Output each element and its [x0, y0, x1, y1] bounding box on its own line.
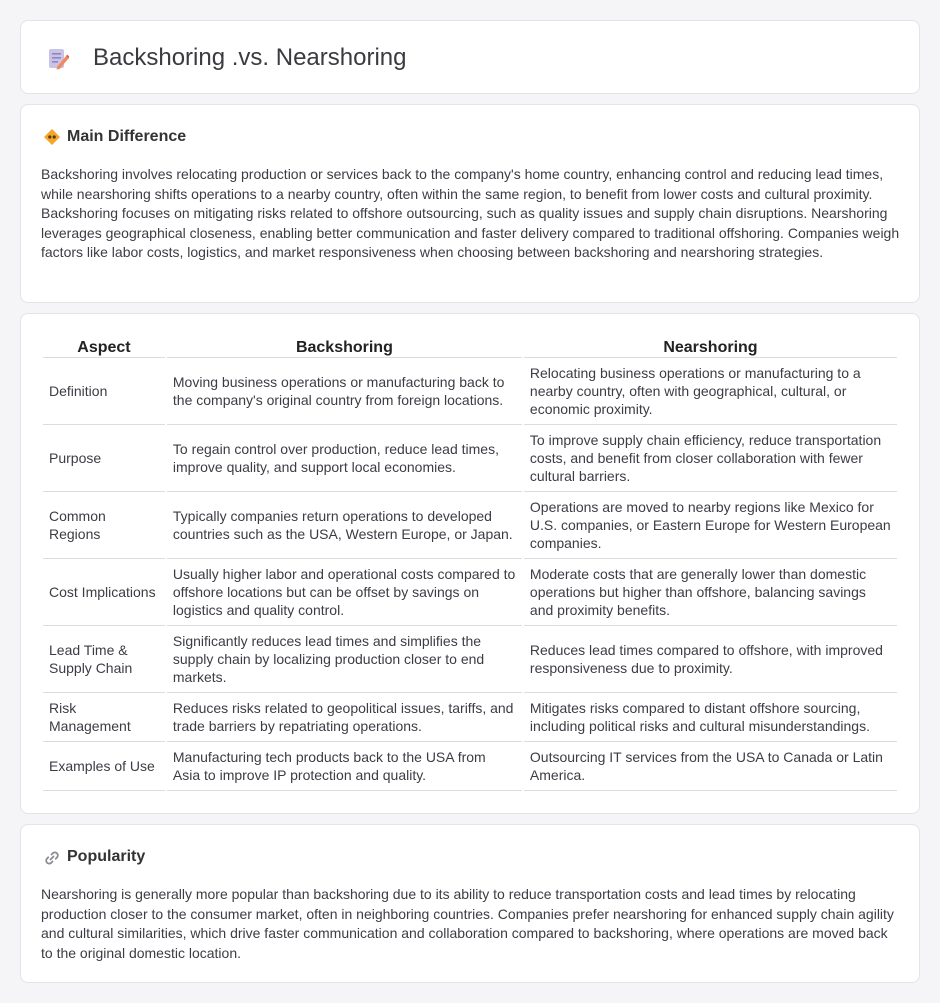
backshoring-cell: Reduces risks related to geopolitical issues, tariffs, and trade barriers by repatriating operations. [167, 693, 522, 742]
table-row [43, 358, 897, 425]
backshoring-cell: Moving business operations or manufacturing back to the company's original country from foreign locations. [167, 358, 522, 425]
link-icon [43, 849, 61, 867]
popularity-card [20, 824, 920, 983]
backshoring-cell: Manufacturing tech products back to the USA from Asia to improve IP protection and quality. [167, 742, 522, 791]
nearshoring-cell: Outsourcing IT services from the USA to Canada or Latin America. [524, 742, 897, 791]
document-pencil-icon [47, 47, 69, 71]
header-card [20, 20, 920, 94]
main-difference-text: Backshoring involves relocating production or services back to the company's home country, enhancing control and reducing lead times, while nearshoring shifts operations to a nearby country, often within the same region, to benefit from lower costs and cultural proximity. Backshoring focuses on mitigating risks related to offshore outsourcing, such as quality issues and supply chain disruptions. Nearshoring leverages geographical closeness, enabling better communication and faster delivery compared to traditional offshoring. Companies weigh factors like labor costs, logistics, and market responsiveness when choosing between backshoring and nearshoring strategies. [41, 166, 900, 260]
comparison-table-card [20, 313, 920, 814]
backshoring-cell: Typically companies return operations to developed countries such as the USA, Western Europe, or Japan. [167, 492, 522, 559]
aspect-cell: Purpose [43, 425, 165, 492]
page-title: Backshoring .vs. Nearshoring [93, 44, 407, 71]
nearshoring-cell: To improve supply chain efficiency, reduce transportation costs, and benefit from closer collaboration with fewer cultural barriers. [524, 425, 897, 492]
popularity-text: Nearshoring is generally more popular than backshoring due to its ability to reduce transportation costs and lead times by relocating production closer to the consumer market, often in neighboring countries. Companies prefer nearshoring for enhanced supply chain agility and cultural similarities, which drive faster communication and collaboration compared to backshoring, where operations are moved back to the original domestic location. [41, 886, 894, 961]
nearshoring-cell: Moderate costs that are generally lower than domestic operations but higher than offshore, balancing savings and proximity benefits. [524, 559, 897, 626]
backshoring-cell: To regain control over production, reduce lead times, improve quality, and support local economies. [167, 425, 522, 492]
table-row [43, 492, 897, 559]
table-row [43, 742, 897, 791]
backshoring-cell: Significantly reduces lead times and simplifies the supply chain by localizing production closer to end markets. [167, 626, 522, 693]
table-row [43, 693, 897, 742]
aspect-cell: Examples of Use [43, 742, 165, 791]
table-row [43, 425, 897, 492]
aspect-cell: Definition [43, 358, 165, 425]
nearshoring-cell: Relocating business operations or manufacturing to a nearby country, often with geographical, cultural, or economic proximity. [524, 358, 897, 425]
main-difference-card [20, 104, 920, 303]
table-header-row [43, 334, 897, 358]
aspect-cell: Risk Management [43, 693, 165, 742]
aspect-cell: Lead Time & Supply Chain [43, 626, 165, 693]
diamond-badge-icon [43, 128, 61, 146]
aspect-cell: Cost Implications [43, 559, 165, 626]
nearshoring-cell: Operations are moved to nearby regions like Mexico for U.S. companies, or Eastern Europe for Western European companies. [524, 492, 897, 559]
header-backshoring: Backshoring [167, 334, 522, 358]
popularity-title: Popularity [67, 848, 146, 865]
nearshoring-cell: Mitigates risks compared to distant offshore sourcing, including political risks and cultural misunderstandings. [524, 693, 897, 742]
aspect-cell: Common Regions [43, 492, 165, 559]
nearshoring-cell: Reduces lead times compared to offshore, with improved responsiveness due to proximity. [524, 626, 897, 693]
comparison-table [41, 334, 899, 791]
header-aspect: Aspect [43, 334, 165, 358]
main-difference-title: Main Difference [67, 128, 187, 145]
header-nearshoring: Nearshoring [524, 334, 897, 358]
table-row [43, 559, 897, 626]
backshoring-cell: Usually higher labor and operational costs compared to offshore locations but can be offset by savings on logistics and quality control. [167, 559, 522, 626]
table-row [43, 626, 897, 693]
